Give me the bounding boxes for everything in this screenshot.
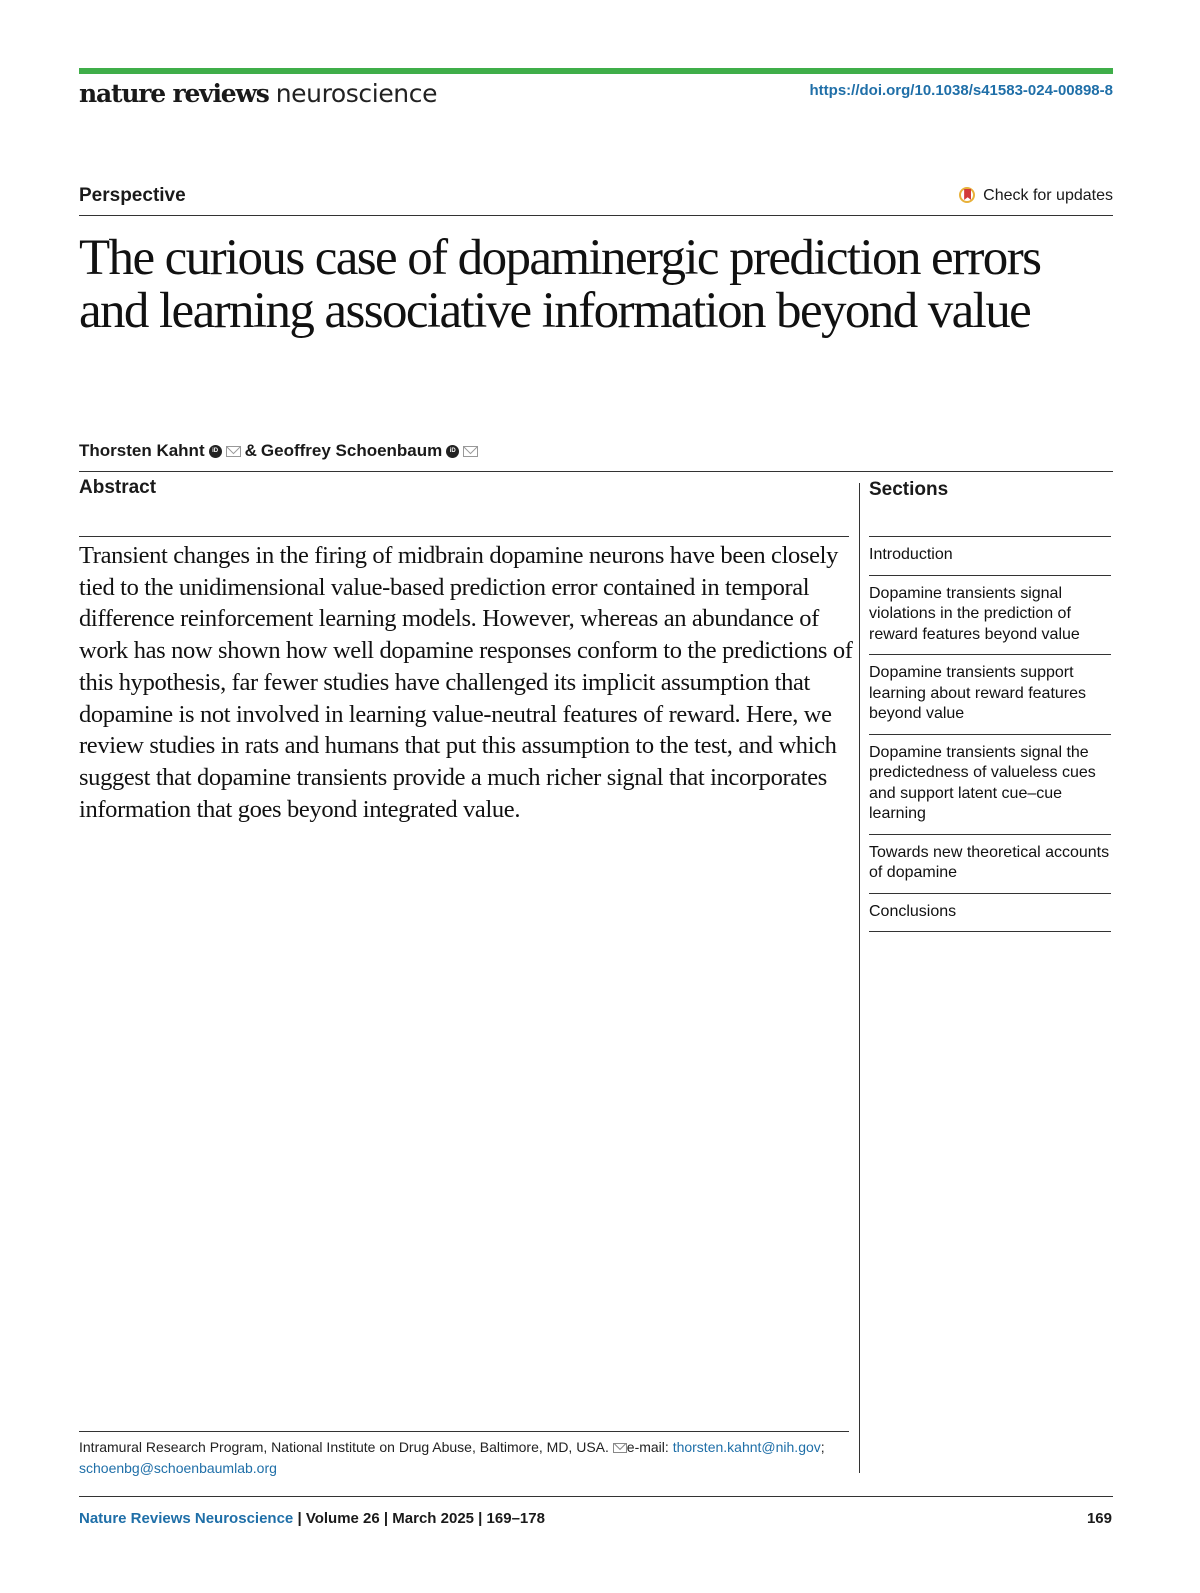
footer-journal-link[interactable]: Nature Reviews Neuroscience [79, 1510, 294, 1527]
author-list [79, 441, 478, 461]
affiliation-text: Intramural Research Program, National Institute on Drug Abuse, Baltimore, MD, USA. [79, 1439, 609, 1455]
check-updates-label: Check for updates [983, 187, 1113, 204]
email-link[interactable]: schoenbg@schoenbaumlab.org [79, 1460, 277, 1476]
email-label: e-mail: [626, 1439, 669, 1455]
journal-name-bold: nature reviews [79, 79, 269, 108]
header-accent-bar [79, 68, 1113, 74]
affiliation-note [79, 1437, 839, 1479]
citation-footer [79, 1510, 545, 1527]
email-icon[interactable] [226, 446, 241, 457]
abstract-heading: Abstract [79, 477, 157, 498]
abstract-divider [79, 536, 849, 537]
footer-divider-mark: | [478, 1510, 483, 1527]
email-separator: ; [820, 1439, 825, 1455]
email-icon[interactable] [463, 446, 478, 457]
email-link[interactable]: thorsten.kahnt@nih.gov [672, 1439, 821, 1455]
sections-list [869, 536, 1111, 932]
author-joiner: & [244, 441, 257, 460]
author-divider [79, 471, 1113, 472]
orcid-icon[interactable]: iD [446, 445, 459, 458]
footnote-divider [79, 1431, 849, 1432]
author-name[interactable]: Thorsten Kahnt [79, 441, 205, 460]
abstract-text: Transient changes in the firing of midbrain dopamine neurons have been closely tied to the unidimensional value-based prediction error contained in temporal difference reinforcement learning models. However, whereas an abundance of work has now shown how well dopamine responses conform to the predictions of this hypothesis, far fewer studies have challenged its implicit assumption that dopamine is not involved in learning value-neutral features of reward. Here, we review studies in rats and humans that put this assumption to the test, and which suggest that dopamine transients provide a much richer signal that incorporates information that goes beyond integrated value. [79, 542, 853, 823]
check-updates-button[interactable] [958, 186, 1113, 206]
article-title: The curious case of dopaminergic prediction errors and learning associative information beyond value [79, 230, 1041, 339]
journal-name-light: neuroscience [275, 79, 438, 108]
email-icon [613, 1443, 627, 1453]
orcid-icon[interactable]: iD [209, 445, 222, 458]
section-link[interactable]: Dopamine transients support learning about reward features beyond value [869, 655, 1111, 735]
section-link[interactable]: Conclusions [869, 894, 1111, 933]
footer-pages: 169–178 [486, 1510, 545, 1527]
header-divider [79, 215, 1113, 216]
sections-heading: Sections [869, 479, 949, 500]
section-link[interactable]: Towards new theoretical accounts of dopamine [869, 835, 1111, 894]
footer-divider-mark: | [383, 1510, 389, 1527]
check-updates-icon [958, 186, 978, 206]
page-number: 169 [1086, 1510, 1112, 1527]
doi-link[interactable]: https://doi.org/10.1038/s41583-024-00898-8 [809, 82, 1113, 99]
section-link[interactable]: Introduction [869, 537, 1111, 576]
section-link[interactable]: Dopamine transients signal the predictedness of valueless cues and support latent cue–cue learning [869, 735, 1111, 835]
section-link[interactable]: Dopamine transients signal violations in the prediction of reward features beyond value [869, 576, 1111, 656]
footer-divider [79, 1496, 1113, 1497]
column-divider [859, 483, 860, 1473]
footer-divider-mark: | [297, 1510, 302, 1527]
journal-logo[interactable] [79, 78, 437, 109]
footer-date: March 2025 [392, 1510, 474, 1527]
author-name[interactable]: Geoffrey Schoenbaum [260, 441, 443, 460]
article-type: Perspective [79, 185, 186, 206]
footer-volume: Volume 26 [305, 1510, 380, 1527]
